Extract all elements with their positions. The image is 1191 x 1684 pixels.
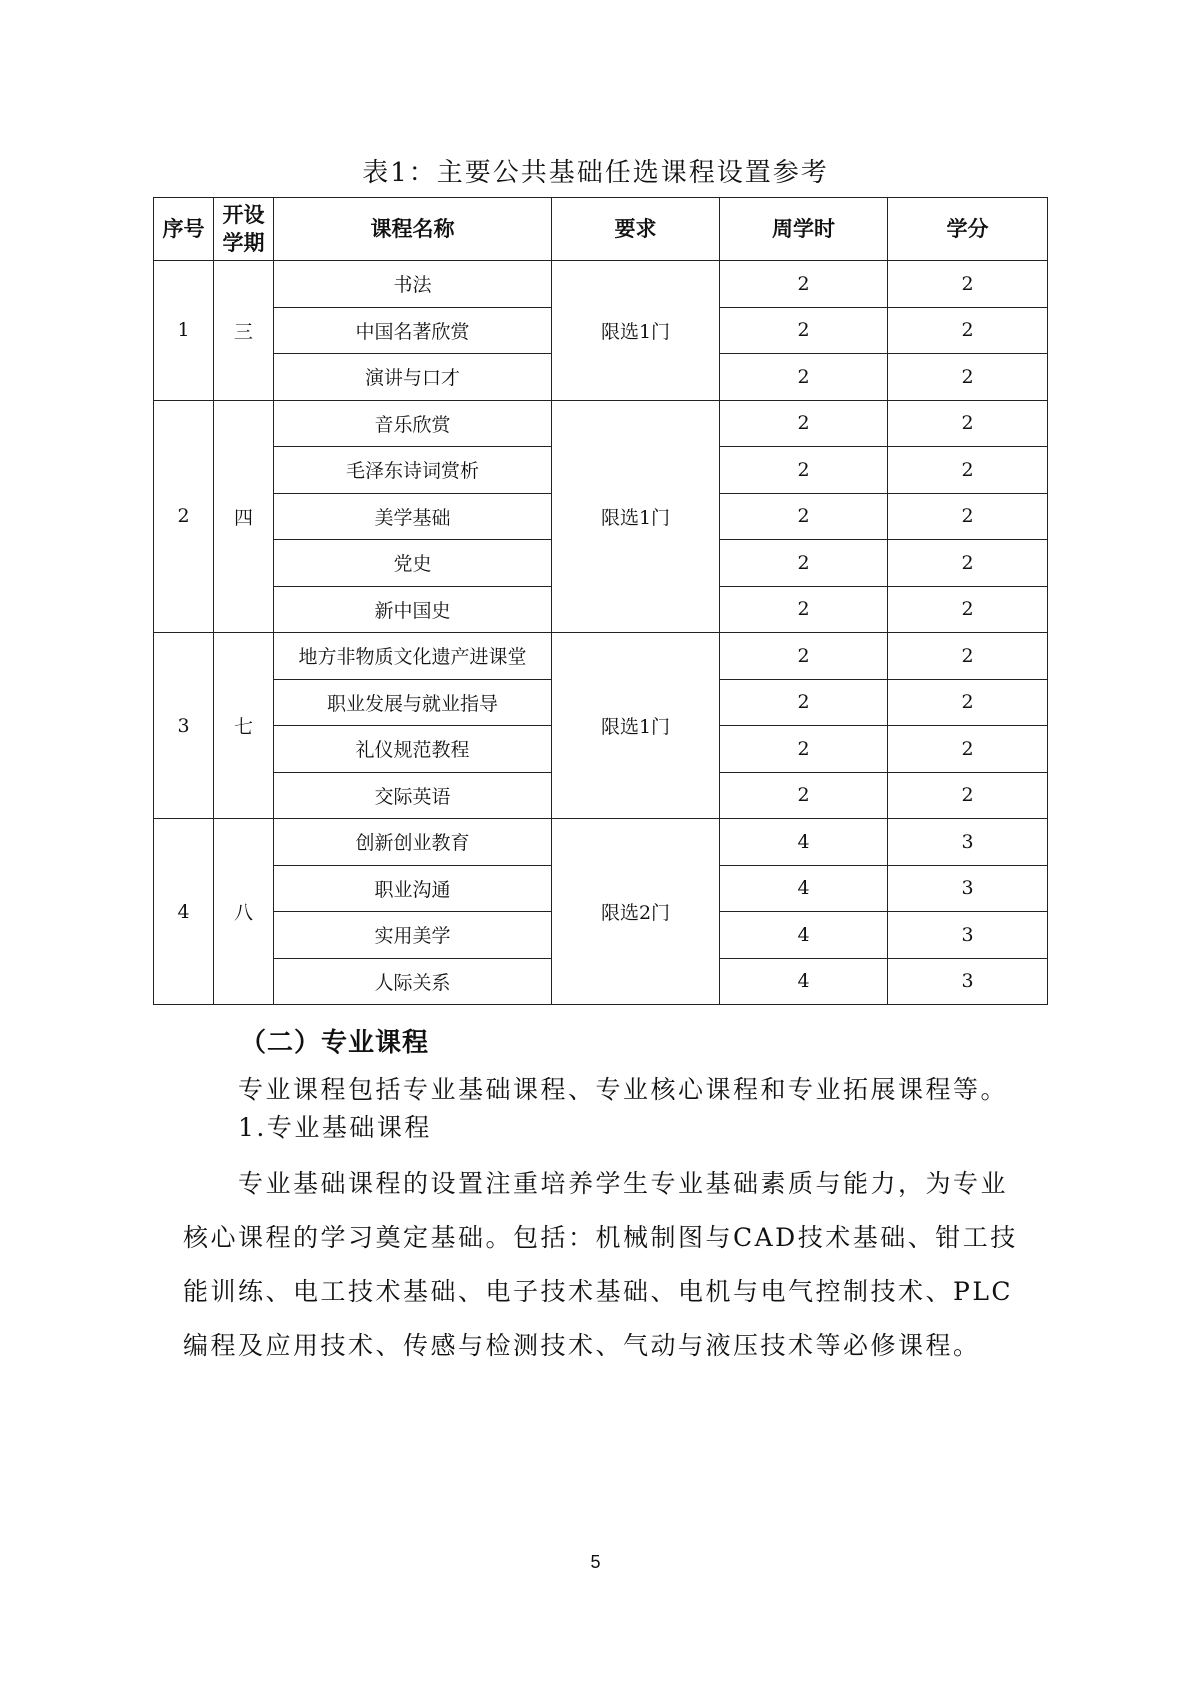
cell-requirement: 限选2门: [552, 819, 720, 1005]
cell-seq: 1: [154, 261, 214, 401]
cell-credits: 3: [888, 819, 1048, 866]
cell-credits: 2: [888, 633, 1048, 680]
section-intro: 专业课程包括专业基础课程、专业核心课程和专业拓展课程等。: [238, 1075, 1009, 1104]
header-term: [214, 198, 274, 261]
cell-hours: 2: [720, 400, 888, 447]
cell-course: 礼仪规范教程: [274, 726, 552, 773]
cell-hours: 2: [720, 261, 888, 308]
cell-course: 地方非物质文化遗产进课堂: [274, 633, 552, 680]
cell-hours: 2: [720, 586, 888, 633]
header-credits: 学分: [888, 198, 1048, 261]
cell-hours: 2: [720, 540, 888, 587]
cell-course: 党史: [274, 540, 552, 587]
cell-hours: 2: [720, 447, 888, 494]
section-heading: （二）专业课程: [240, 1028, 430, 1058]
cell-term: 七: [214, 633, 274, 819]
cell-hours: 2: [720, 726, 888, 773]
cell-course: 职业沟通: [274, 865, 552, 912]
cell-credits: 2: [888, 726, 1048, 773]
cell-credits: 2: [888, 400, 1048, 447]
cell-course: 美学基础: [274, 493, 552, 540]
cell-credits: 3: [888, 912, 1048, 959]
cell-credits: 2: [888, 354, 1048, 401]
cell-seq: 3: [154, 633, 214, 819]
table-header-row: [154, 198, 1048, 261]
header-seq: 序号: [154, 198, 214, 261]
cell-hours: 2: [720, 772, 888, 819]
cell-requirement: 限选1门: [552, 400, 720, 633]
cell-course: 中国名著欣赏: [274, 307, 552, 354]
cell-credits: 2: [888, 679, 1048, 726]
header-hours: 周学时: [720, 198, 888, 261]
cell-credits: 2: [888, 586, 1048, 633]
cell-credits: 2: [888, 307, 1048, 354]
header-course: 课程名称: [274, 198, 552, 261]
cell-credits: 2: [888, 772, 1048, 819]
cell-course: 人际关系: [274, 958, 552, 1005]
cell-hours: 4: [720, 912, 888, 959]
cell-requirement: 限选1门: [552, 633, 720, 819]
cell-course: 书法: [274, 261, 552, 308]
table-row: [154, 400, 1048, 447]
table-row: [154, 819, 1048, 866]
cell-course: 演讲与口才: [274, 354, 552, 401]
cell-term: 八: [214, 819, 274, 1005]
cell-credits: 2: [888, 540, 1048, 587]
subsection-heading: 1.专业基础课程: [238, 1113, 432, 1142]
cell-seq: 4: [154, 819, 214, 1005]
page-number: 5: [590, 1552, 601, 1572]
cell-course: 创新创业教育: [274, 819, 552, 866]
cell-hours: 2: [720, 633, 888, 680]
header-requirement: 要求: [552, 198, 720, 261]
table-caption: 表1：主要公共基础任选课程设置参考: [362, 158, 829, 188]
cell-requirement: 限选1门: [552, 261, 720, 401]
cell-course: 实用美学: [274, 912, 552, 959]
cell-hours: 2: [720, 493, 888, 540]
cell-course: 毛泽东诗词赏析: [274, 447, 552, 494]
cell-term: 四: [214, 400, 274, 633]
cell-hours: 2: [720, 354, 888, 401]
cell-credits: 3: [888, 865, 1048, 912]
cell-credits: 3: [888, 958, 1048, 1005]
header-term-line1: 开设: [222, 203, 265, 227]
cell-term: 三: [214, 261, 274, 401]
cell-hours: 4: [720, 958, 888, 1005]
cell-course: 职业发展与就业指导: [274, 679, 552, 726]
section-body: 专业基础课程的设置注重培养学生专业基础素质与能力，为专业核心课程的学习奠定基础。包括：机械制图与CAD技术基础、钳工技能训练、电工技术基础、电子技术基础、电机与电气控制技术、PLC编程及应用技术、传感与检测技术、气动与液压技术等必修课程。: [183, 1169, 1018, 1360]
course-table: [153, 197, 1048, 1005]
cell-course: 音乐欣赏: [274, 400, 552, 447]
cell-hours: 4: [720, 865, 888, 912]
cell-seq: 2: [154, 400, 214, 633]
table-row: [154, 633, 1048, 680]
cell-credits: 2: [888, 447, 1048, 494]
cell-hours: 4: [720, 819, 888, 866]
table-row: [154, 261, 1048, 308]
cell-hours: 2: [720, 307, 888, 354]
cell-course: 交际英语: [274, 772, 552, 819]
cell-hours: 2: [720, 679, 888, 726]
table-body: [154, 261, 1048, 1005]
cell-credits: 2: [888, 493, 1048, 540]
cell-credits: 2: [888, 261, 1048, 308]
header-term-line2: 学期: [222, 231, 265, 255]
cell-course: 新中国史: [274, 586, 552, 633]
